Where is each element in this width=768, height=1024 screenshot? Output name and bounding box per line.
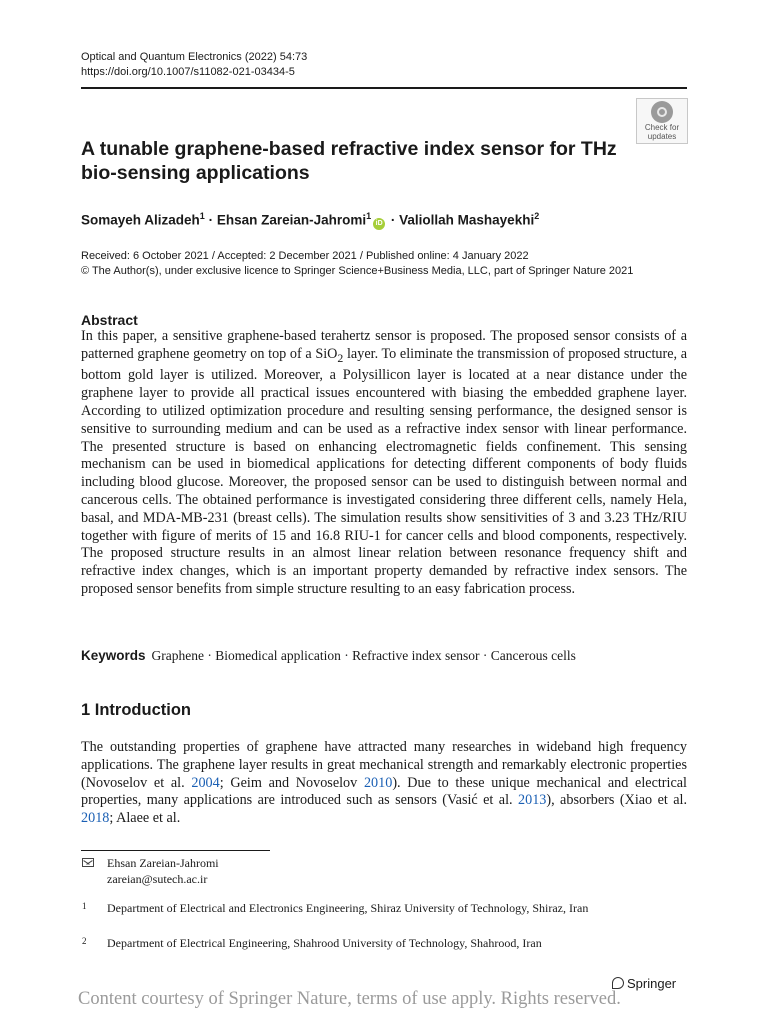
intro-text: ), absorbers (Xiao et al. [546,792,688,809]
intro-text: ). Due to these unique mechanical and electrical properties, many applications are introduced such as sensors (Vasić et al. [81,774,688,809]
journal-info [81,50,307,80]
check-updates-label-1: Check for [644,123,680,132]
abstract-heading: Abstract [81,312,138,328]
section-heading-introduction: 1 Introduction [81,701,191,719]
abstract-body [81,328,687,599]
author-separator: · [387,212,400,228]
author-name[interactable]: Valiollah Mashayekhi [399,212,535,228]
copyright-line: © The Author(s), under exclusive licence to Springer Science+Business Media, LLC, part of Springer Nature 2021 [81,265,634,277]
header-rule [81,87,687,89]
corresponding-author [107,856,219,887]
author-affiliation-mark: 1 [366,211,372,221]
keywords-list: Graphene · Biomedical application · Refractive index sensor · Cancerous cells [151,648,576,663]
publisher-name: Springer [627,976,677,991]
abstract-text: layer. To eliminate the transmission of proposed structure, a bottom gold layer is utilized. Moreover, a Polysillicon layer is located at a near distance under the graphene layer to provide all practical issues encountered with biasing the embedded graphene layer. According to utilized optimization procedure and resulting sensing performance, the designed sensor is sensitive to surrounding medium and can be used as a refractive index sensor with linear performance. The presented structure is based on enhancing electromagnetic fields confinement. This sensing mechanism can be used in biomedical applications for detecting different components of body fluids including blood glucose. Moreover, the proposed sensor can be used to distinguish between normal and cancerous cells. The obtained performance is investigated considering three different cells, namely Hela, basal, and MDA-MB-231 (breast cells). The simulation results show sensitivities of 3 and 3.23 THz/RIU together with figure of merits of 15 and 16.8 RIU-1 for cancer cells and blood components, respectively. The proposed structure results in an almost linear relation between resonance frequency shift and refractive index changes, which is an important property demanded by refractive index sensors. The proposed sensor benefits from simple structure resulting to an easy fabrication process. [81,345,687,597]
keywords [81,647,687,665]
intro-text: ; Geim and Novoselov [219,774,364,791]
dates-line: Received: 6 October 2021 / Accepted: 2 December 2021 / Published online: 4 January 2022 [81,250,529,262]
publication-dates [81,249,633,279]
author-separator: · [204,212,217,228]
footnote-rule [81,850,270,851]
paper-title: A tunable graphene-based refractive index sensor for THz bio-sensing applications [81,138,617,184]
envelope-icon [82,858,94,867]
author-name[interactable]: Somayeh Alizadeh [81,212,200,228]
author-affiliation-mark: 1 [199,211,205,221]
affiliation-1: Department of Electrical and Electronics Engineering, Shiraz University of Technology, Shiraz, Iran [107,901,589,915]
check-for-updates-badge[interactable] [636,98,688,144]
intro-text: The outstanding properties of graphene have attracted many researches in wideband high frequency applications. The graphene layer results in great mechanical strength and remarkably electronic properties (Novoselov et al. [81,739,687,791]
corresponding-email[interactable]: zareian@sutech.ac.ir [107,871,208,886]
citation-link[interactable]: 2010 [363,774,393,791]
abstract-text: In this paper, a sensitive graphene-based terahertz sensor is proposed. The proposed sensor consists of a patterned graphene geometry on top of a SiO [81,328,687,362]
citation-link[interactable]: 2013 [518,792,547,809]
keywords-heading: Keywords [81,648,146,663]
orcid-icon[interactable]: iD [373,218,385,230]
journal-citation: Optical and Quantum Electronics (2022) 54:73 [81,51,308,63]
affiliation-number: 1 [82,901,87,911]
subscript: 2 [337,350,344,365]
citation-link[interactable]: 2018 [81,810,110,827]
affiliation-number: 2 [82,936,87,946]
check-updates-label-2: updates [647,132,677,141]
intro-text: ; Alaee et al. [109,810,181,827]
check-updates-icon [651,101,673,123]
author-list [81,207,691,230]
introduction-body [81,739,687,828]
author-affiliation-mark: 2 [534,211,540,221]
corresponding-name: Ehsan Zareian-Jahromi [107,856,219,870]
courtesy-watermark: Content courtesy of Springer Nature, terms of use apply. Rights reserved. [78,989,621,1009]
citation-link[interactable]: 2004 [191,774,220,791]
author-name[interactable]: Ehsan Zareian-Jahromi [216,212,367,228]
publisher-logo [612,976,676,992]
doi-link[interactable]: https://doi.org/10.1007/s11082-021-03434-5 [81,66,295,78]
affiliation-2: Department of Electrical Engineering, Shahrood University of Technology, Shahrood, Iran [107,936,542,950]
